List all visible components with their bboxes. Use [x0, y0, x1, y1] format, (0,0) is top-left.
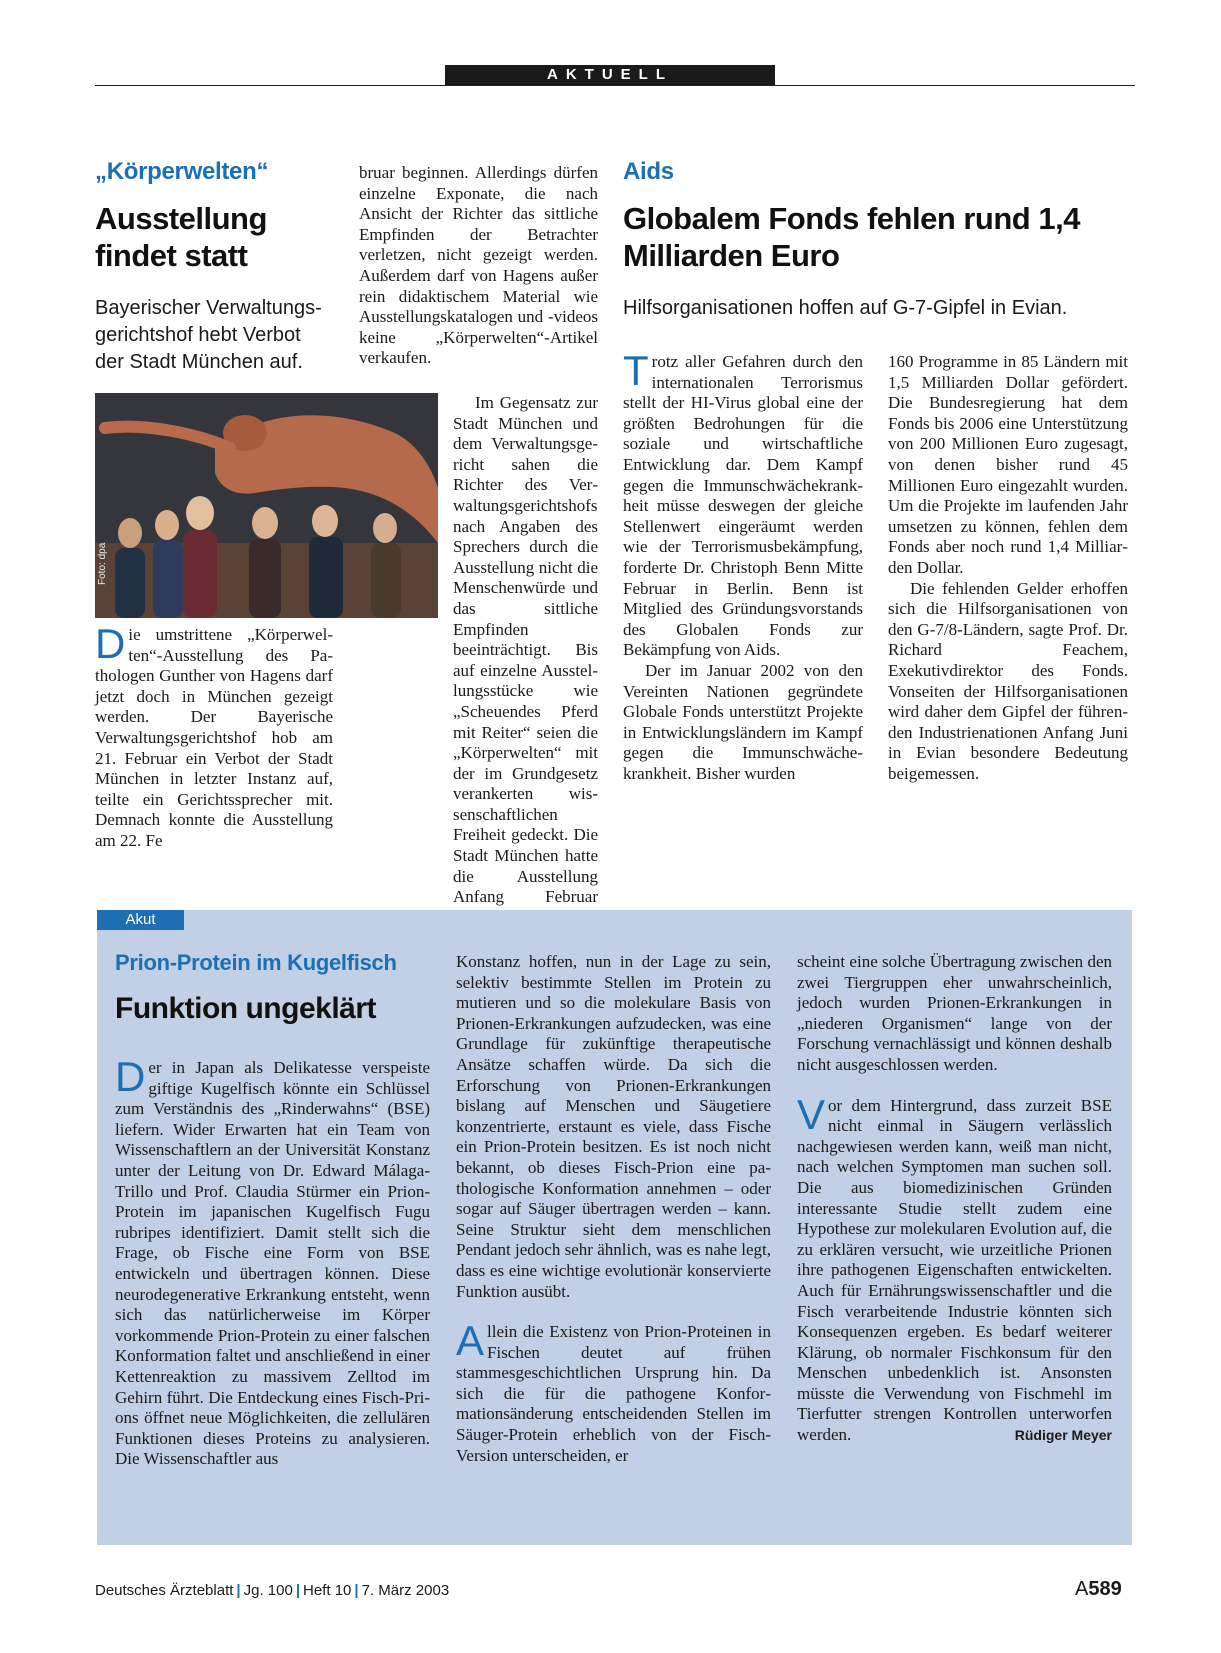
article1-headline: Ausstellung findet statt [95, 201, 267, 273]
article2-column1 [623, 347, 863, 784]
dropcap: D [115, 1053, 146, 1100]
box-column1 [115, 1053, 430, 1470]
photo-credit: Foto: dpa [97, 542, 108, 585]
article1-column2 [359, 163, 598, 369]
article1-kicker: „Körperwelten“ [95, 158, 269, 185]
akut-tag: Akut [97, 910, 184, 930]
article1-col2-p2: Im Gegensatz zur Stadt München und dem Verwaltungsgericht sahen die Richter des Verwaltungsgerichtshofs nach Angaben des Sprechers durch die Ausstellung nicht die Menschenwürde und das sittliche Empfinden beeinträchtigt. Bis auf einzelne Ausstellungsstücke wie „Scheuendes Pferd mit Reiter“ seien die „Körperwelten“ mit der im Grundgesetz verankerten wissenschaftlichen Freiheit gedeckt. Die Stadt München hatte die Ausstellung Anfang Februar [453, 393, 598, 907]
dropcap: V [797, 1090, 826, 1138]
article1-column2-continued [359, 622, 598, 852]
article2-col1-p2: Der im Januar 2002 von den Vereinten Nationen gegründete Globale Fonds unterstützt Projekte in Entwicklungsländern im Kampf gegen die Immunschwächekrankheit. Bisher wurden [623, 660, 863, 783]
box-col1-text: er in Japan als Delikatesse verspeiste giftige Kugelfisch könnte ein Schlüssel zum Verständnis des „Rinderwahns“ (BSE) liefern. Wider Erwarten hat ein Team von Wissenschaftlern an der Universität Konstanz unter der Leitung von Dr. Edward Málaga-Trillo und Prof. Claudia Stürmer ein Prion-Protein im japanischen Kugelfisch Fugu rubripes identifiziert. Damit stellt sich die Frage, ob Fische eine Form von BSE entwickeln und übertragen können. Diese neurodegenerative Erkrankung entsteht, wenn sich das natürlicherweise im Körper vorkommende Prion-Protein zu einer falschen Konformation faltet und anschließend in einer Kettenreaktion zu massivem Zelltod im Gehirn führt. Die Entdeckung eines Fisch-Prions öffnet neue Möglichkeiten, die zellulären Funktionen dieses Proteins zu analysieren. Die Wissenschaftler aus [115, 1058, 430, 1469]
box-headline: Funktion ungeklärt [115, 992, 376, 1025]
exhibition-photo [95, 393, 438, 618]
box-col2-p2: llein die Existenz von Prion-Proteinen in Fischen deutet auf frühen stammesgeschichtlichen Ursprung hin. Da sich die für die pathogene Konformationsänderung entscheidenden Stellen im Säuger-Protein erheblich von der Fisch-Version unterscheiden, er [456, 1322, 771, 1465]
page-prefix: A [1075, 1578, 1089, 1600]
article2-kicker: Aids [623, 158, 674, 185]
dropcap: T [623, 347, 649, 394]
box-col2-p1: Konstanz hoffen, nun in der Lage zu sein, selektiv bestimmte Stellen im Protein zu mutieren und so die molekulare Basis von Prionen-Erkrankungen aufzudecken, was eine Grundlage für zukünftige therapeutische Ansätze schaffen würde. Da sich die Erforschung von Prionen-Erkrankungen bislang auf Menschen und Säugetiere konzentrierte, erstaunt es viele, dass Fische ein Prion-Protein besitzen. Es ist noch nicht bekannt, ob dieses Fisch-Prion eine pathologische Konformation annehmen – oder sogar auf Säuger übertragen werden – kann. Seine Struktur sieht dem menschlichen Pendant jedoch sehr ähnlich, was es nahe legt, dass es eine wichtige evolutionär konservierte Funktion ausübt. [456, 952, 771, 1301]
box-col3-p2: or dem Hintergrund, dass zurzeit BSE nicht einmal in Säugern verlässlich nachgewiesen werden kann, weiß man nicht, nach welchen Symptomen man suchen soll. Die aus biomedizinischen Gründen interessante Studie stellt zudem eine Hypothese zur molekularen Evolution auf, die zu erklären versucht, wie urzeitliche Prionen ihre pathogenen Eigenschaften entwickelten. Auch für Ernährungswissenschaftler und die Fisch verarbeitende Industrie könnten sich Konsequenzen ergeben. Es bedarf weiterer Klärung, ob normaler Fischkonsum für den Menschen unbedenklich ist. Ansonsten müsste die Verwendung von Fischmehl im Tierfutter strengen Kontrollen unterworfen werden. [797, 1095, 1112, 1445]
separator: | [295, 1582, 301, 1599]
box-col3-p1: scheint eine solche Übertragung zwischen den zwei Tiergruppen eher unwahrscheinlich, jedoch wurden Prionen-Erkrankungen in „niederen Organismen“ lange von der Forschung vernachlässigt und können deshalb nicht ausgeschlossen werden. [797, 952, 1112, 1074]
article2-col1-p1: rotz aller Gefahren durch den internationalen Terrorismus stellt der HI-Virus global eine der größten Bedrohungen für die soziale und wirtschaftliche Entwicklung dar. Dem Kampf gegen die Immunschwächekrankheit müsse deswegen der gleiche Stellenwert eingeräumt werden wie der Terrorismusbekämpfung, forderte Dr. Christoph Benn Mitte Februar in Berlin. Benn ist Mitglied des Gründungsvorstands des Globalen Fonds zur Bekämpfung von Aids. [623, 352, 863, 660]
section-header: AKTUELL [445, 65, 775, 85]
separator: | [354, 1582, 359, 1599]
issue: Heft 10 [303, 1582, 352, 1599]
page-number-value: 589 [1088, 1578, 1122, 1600]
box-kicker: Prion-Protein im Kugelfisch [115, 950, 397, 975]
article1-column2-wrap [453, 393, 598, 907]
dropcap: D [95, 620, 126, 667]
article1-col1-text: ie umstrittene „Körperwelten“-Ausstellung des Pathologen Gunther von Hagens darf jetzt doch in München gezeigt werden. Der Bayerische Verwaltungsgerichtshof hob am 21. Februar ein Verbot der Stadt München in letzter Instanz auf, teilte ein Gerichtssprecher mit. Demnach konnte die Ausstellung am 22. Fe [95, 625, 333, 850]
author-signature: Rüdiger Meyer [1014, 1427, 1112, 1444]
article2-col2-p1: 160 Programme in 85 Ländern mit 1,5 Milliarden Dollar gefördert. Die Bundesregierung hat dem Fonds bis 2006 eine Unterstützung von 200 Millionen Euro zugesagt, von denen bisher rund 45 Millionen Euro eingezahlt wurden. Um die Projekte im laufenden Jahr umsetzen zu können, fehlen dem Fonds aber noch rund 1,4 Milliarden Dollar. [888, 352, 1128, 577]
box-column3 [797, 952, 1112, 1446]
page-number [1075, 1578, 1122, 1601]
article1-col2-p1: bruar beginnen. Allerdings dürfen einzelne Exponate, die nach Ansicht der Richter das sittliche Empfinden der Betrachter verletzen, nicht gezeigt werden. Außerdem darf von Hagens außer rein didaktischem Material wie Ausstellungskatalogen und -videos keine „Körperwelten“-Artikel verkaufen. [359, 163, 598, 368]
dropcap: A [456, 1317, 485, 1365]
article2-subline: Hilfsorganisationen hoffen auf G-7-Gipfel in Evian. [623, 297, 1068, 319]
volume: Jg. 100 [243, 1582, 293, 1599]
issue-date: 7. März 2003 [361, 1582, 450, 1599]
separator: | [236, 1582, 241, 1599]
header-rule [95, 85, 1135, 86]
article2-col2-p2: Die fehlenden Gelder erhoffen sich die Hilfsorganisationen von den G-7/8-Ländern, sagte Prof. Dr. Richard Feachem, Exekutivdirektor des Fonds. Vonseiten der Hilfsorganisationen wird daher dem Gipfel der führenden Industrienationen Anfang Juni in Evian besondere Bedeutung beigemessen. [888, 578, 1128, 783]
journal-name: Deutsches Ärzteblatt [95, 1582, 234, 1599]
box-column2 [456, 952, 771, 1466]
article1-column1 [95, 620, 333, 852]
article2-headline: Globalem Fonds fehlen rund 1,4 Milliarden Euro [623, 201, 1080, 273]
footer-citation [95, 1582, 449, 1599]
article1-subline: Bayerischer Verwaltungsgerichtshof hebt Verbot der Stadt München auf. [95, 297, 322, 373]
article2-column2 [888, 352, 1128, 784]
